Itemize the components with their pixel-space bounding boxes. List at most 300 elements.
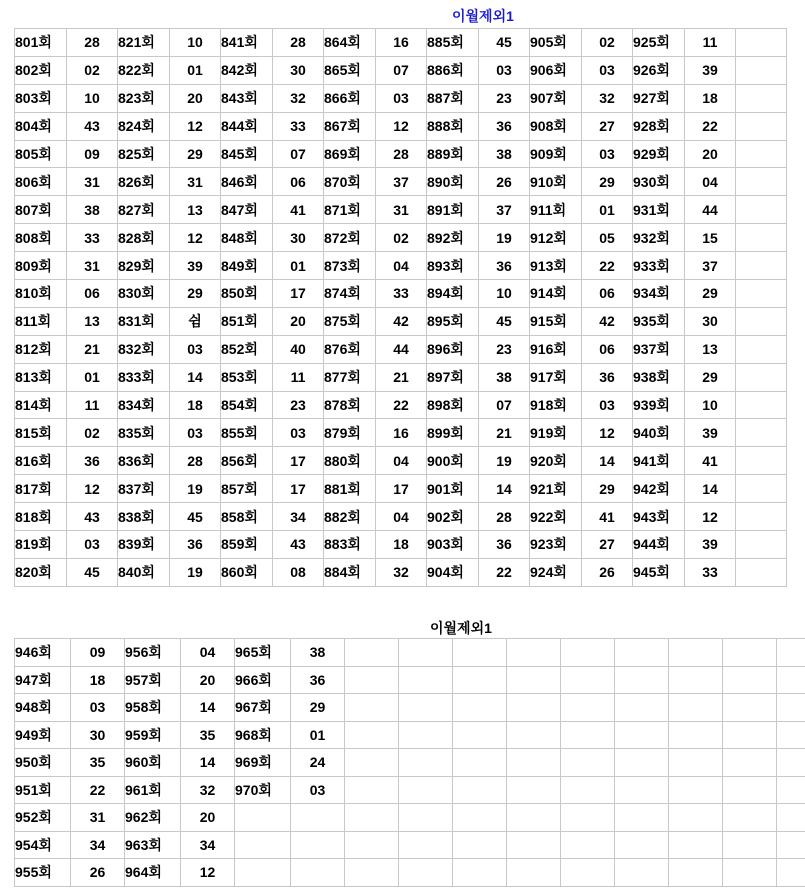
draw-number-cell: 954회: [15, 831, 71, 859]
draw-value-cell: 14: [181, 694, 235, 722]
empty-cell: [507, 831, 561, 859]
empty-cell: [736, 224, 787, 252]
table-title-bottom: 이월제외1: [430, 620, 492, 636]
empty-cell: [399, 694, 453, 722]
draw-value-cell: 37: [685, 252, 736, 280]
empty-cell: [561, 666, 615, 694]
draw-number-cell: 804회: [15, 112, 67, 140]
draw-number-cell: 842회: [221, 56, 273, 84]
draw-value-cell: 37: [376, 168, 427, 196]
draw-value-cell: 21: [376, 363, 427, 391]
empty-cell: [399, 749, 453, 777]
draw-value-cell: 04: [181, 639, 235, 667]
table-row: [15, 140, 787, 168]
table-row: [15, 776, 805, 804]
draw-number-cell: 854회: [221, 391, 273, 419]
draw-number-cell: 820회: [15, 558, 67, 586]
empty-cell: [615, 859, 669, 887]
draw-number-cell: 821회: [118, 29, 170, 57]
draw-number-cell: 914회: [530, 280, 582, 308]
draw-number-cell: 931회: [633, 196, 685, 224]
draw-number-cell: 856회: [221, 447, 273, 475]
draw-number-cell: 882회: [324, 503, 376, 531]
empty-cell: [291, 859, 345, 887]
draw-number-cell: 827회: [118, 196, 170, 224]
empty-cell: [235, 831, 291, 859]
empty-cell: [736, 140, 787, 168]
draw-number-cell: 826회: [118, 168, 170, 196]
draw-value-cell: 19: [170, 558, 221, 586]
empty-cell: [561, 831, 615, 859]
table-row: [15, 224, 787, 252]
draw-number-cell: 839회: [118, 531, 170, 559]
table-row: [15, 252, 787, 280]
draw-number-cell: 934회: [633, 280, 685, 308]
empty-cell: [399, 639, 453, 667]
draw-number-cell: 897회: [427, 363, 479, 391]
draw-value-cell: 07: [479, 391, 530, 419]
draw-value-cell: 32: [582, 84, 633, 112]
draw-number-cell: 822회: [118, 56, 170, 84]
empty-cell: [345, 859, 399, 887]
draw-number-cell: 866회: [324, 84, 376, 112]
empty-cell: [507, 666, 561, 694]
draw-number-cell: 812회: [15, 335, 67, 363]
draw-value-cell: 20: [181, 804, 235, 832]
empty-cell: [615, 639, 669, 667]
draw-value-cell: 43: [67, 503, 118, 531]
draw-number-cell: 880회: [324, 447, 376, 475]
empty-cell: [736, 363, 787, 391]
empty-cell: [561, 749, 615, 777]
draw-number-cell: 829회: [118, 252, 170, 280]
draw-number-cell: 928회: [633, 112, 685, 140]
draw-number-cell: 896회: [427, 335, 479, 363]
draw-value-cell: 23: [479, 335, 530, 363]
draw-number-cell: 876회: [324, 335, 376, 363]
draw-number-cell: 814회: [15, 391, 67, 419]
draw-value-cell: 02: [67, 56, 118, 84]
draw-number-cell: 930회: [633, 168, 685, 196]
draw-number-cell: 803회: [15, 84, 67, 112]
draw-number-cell: 907회: [530, 84, 582, 112]
draw-value-cell: 41: [685, 447, 736, 475]
draw-number-cell: 836회: [118, 447, 170, 475]
draw-number-cell: 900회: [427, 447, 479, 475]
empty-cell: [507, 749, 561, 777]
draw-value-cell: 29: [582, 168, 633, 196]
table-row: [15, 307, 787, 335]
draw-value-cell: 02: [67, 419, 118, 447]
empty-cell: [669, 749, 723, 777]
draw-number-cell: 904회: [427, 558, 479, 586]
draw-value-cell: 12: [685, 503, 736, 531]
table-row: [15, 503, 787, 531]
draw-value-cell: 17: [376, 475, 427, 503]
draw-value-cell: 22: [582, 252, 633, 280]
draw-number-cell: 933회: [633, 252, 685, 280]
empty-cell: [723, 749, 777, 777]
draw-value-cell: 01: [582, 196, 633, 224]
draw-number-cell: 891회: [427, 196, 479, 224]
empty-cell: [723, 721, 777, 749]
draw-number-cell: 853회: [221, 363, 273, 391]
draw-value-cell: 34: [181, 831, 235, 859]
draw-value-cell: 17: [273, 447, 324, 475]
empty-cell: [777, 831, 805, 859]
draw-number-cell: 939회: [633, 391, 685, 419]
table-row: [15, 280, 787, 308]
draw-number-cell: 855회: [221, 419, 273, 447]
draw-number-cell: 929회: [633, 140, 685, 168]
draw-number-cell: 942회: [633, 475, 685, 503]
draw-value-cell: 12: [376, 112, 427, 140]
draw-number-cell: 903회: [427, 531, 479, 559]
draw-value-cell: 45: [479, 29, 530, 57]
empty-cell: [736, 29, 787, 57]
empty-cell: [507, 859, 561, 887]
draw-value-cell: 04: [376, 503, 427, 531]
draw-value-cell: 03: [273, 419, 324, 447]
empty-cell: [669, 804, 723, 832]
draw-number-cell: 941회: [633, 447, 685, 475]
draw-number-cell: 879회: [324, 419, 376, 447]
empty-cell: [507, 804, 561, 832]
table-row: [15, 831, 805, 859]
draw-value-cell: 36: [479, 112, 530, 140]
empty-cell: [723, 831, 777, 859]
draw-value-cell: 03: [479, 56, 530, 84]
draw-value-cell: 41: [273, 196, 324, 224]
draw-number-cell: 892회: [427, 224, 479, 252]
draw-value-cell: 13: [170, 196, 221, 224]
draw-number-cell: 961회: [125, 776, 181, 804]
draw-number-cell: 817회: [15, 475, 67, 503]
draw-number-cell: 955회: [15, 859, 71, 887]
draw-value-cell: 06: [582, 280, 633, 308]
draw-number-cell: 956회: [125, 639, 181, 667]
draw-number-cell: 965회: [235, 639, 291, 667]
empty-cell: [615, 776, 669, 804]
empty-cell: [453, 694, 507, 722]
draw-number-cell: 899회: [427, 419, 479, 447]
draw-number-cell: 870회: [324, 168, 376, 196]
draw-results-table-1: [14, 28, 787, 587]
empty-cell: [453, 831, 507, 859]
draw-number-cell: 919회: [530, 419, 582, 447]
draw-number-cell: 831회: [118, 307, 170, 335]
draw-number-cell: 864회: [324, 29, 376, 57]
empty-cell: [453, 749, 507, 777]
draw-value-cell: 27: [582, 112, 633, 140]
draw-value-cell: 03: [582, 140, 633, 168]
draw-value-cell: 44: [376, 335, 427, 363]
table-row: [15, 721, 805, 749]
draw-value-cell: 04: [376, 252, 427, 280]
draw-number-cell: 889회: [427, 140, 479, 168]
draw-value-cell: 43: [67, 112, 118, 140]
draw-number-cell: 801회: [15, 29, 67, 57]
draw-value-cell: 37: [479, 196, 530, 224]
draw-value-cell: 02: [376, 224, 427, 252]
draw-value-cell: 17: [273, 280, 324, 308]
empty-cell: [561, 859, 615, 887]
draw-number-cell: 885회: [427, 29, 479, 57]
empty-cell: [345, 749, 399, 777]
draw-number-cell: 810회: [15, 280, 67, 308]
empty-cell: [615, 804, 669, 832]
draw-number-cell: 949회: [15, 721, 71, 749]
draw-value-cell: 13: [67, 307, 118, 335]
draw-value-cell: 01: [273, 252, 324, 280]
draw-value-cell: 39: [685, 419, 736, 447]
table-row: [15, 419, 787, 447]
draw-value-cell: 10: [67, 84, 118, 112]
draw-value-cell: 31: [71, 804, 125, 832]
draw-number-cell: 960회: [125, 749, 181, 777]
empty-cell: [507, 721, 561, 749]
draw-value-cell: 17: [273, 475, 324, 503]
draw-number-cell: 958회: [125, 694, 181, 722]
draw-value-cell: 02: [582, 29, 633, 57]
empty-cell: [736, 56, 787, 84]
draw-value-cell: 33: [67, 224, 118, 252]
draw-number-cell: 871회: [324, 196, 376, 224]
draw-number-cell: 916회: [530, 335, 582, 363]
draw-value-cell: 14: [170, 363, 221, 391]
draw-number-cell: 921회: [530, 475, 582, 503]
draw-value-cell: 03: [67, 531, 118, 559]
draw-value-cell: 22: [479, 558, 530, 586]
draw-value-cell: 35: [181, 721, 235, 749]
draw-number-cell: 846회: [221, 168, 273, 196]
draw-value-cell: 40: [273, 335, 324, 363]
table-row: [15, 29, 787, 57]
draw-value-cell: 39: [685, 56, 736, 84]
draw-number-cell: 963회: [125, 831, 181, 859]
draw-value-cell: 03: [376, 84, 427, 112]
empty-cell: [345, 776, 399, 804]
empty-cell: [736, 112, 787, 140]
draw-number-cell: 849회: [221, 252, 273, 280]
draw-number-cell: 917회: [530, 363, 582, 391]
draw-value-cell: 28: [376, 140, 427, 168]
draw-number-cell: 881회: [324, 475, 376, 503]
empty-cell: [777, 721, 805, 749]
draw-number-cell: 952회: [15, 804, 71, 832]
draw-number-cell: 860회: [221, 558, 273, 586]
empty-cell: [507, 776, 561, 804]
draw-value-cell: 39: [685, 531, 736, 559]
table-row: [15, 196, 787, 224]
draw-number-cell: 894회: [427, 280, 479, 308]
draw-value-cell: 36: [582, 363, 633, 391]
empty-cell: [669, 666, 723, 694]
draw-number-cell: 943회: [633, 503, 685, 531]
draw-number-cell: 935회: [633, 307, 685, 335]
empty-cell: [736, 391, 787, 419]
draw-number-cell: 913회: [530, 252, 582, 280]
empty-cell: [736, 280, 787, 308]
draw-value-cell: 21: [479, 419, 530, 447]
empty-cell: [561, 804, 615, 832]
draw-number-cell: 806회: [15, 168, 67, 196]
draw-number-cell: 851회: [221, 307, 273, 335]
empty-cell: [669, 831, 723, 859]
draw-number-cell: 966회: [235, 666, 291, 694]
draw-value-cell: 14: [685, 475, 736, 503]
draw-value-cell: 45: [170, 503, 221, 531]
draw-number-cell: 843회: [221, 84, 273, 112]
empty-cell: [777, 804, 805, 832]
draw-value-cell: 13: [685, 335, 736, 363]
empty-cell: [615, 694, 669, 722]
draw-value-cell: 05: [582, 224, 633, 252]
draw-value-cell: 39: [170, 252, 221, 280]
table-row: [15, 531, 787, 559]
empty-cell: [615, 666, 669, 694]
draw-value-cell: 18: [685, 84, 736, 112]
draw-value-cell: 36: [479, 252, 530, 280]
empty-cell: [399, 804, 453, 832]
table-row: [15, 168, 787, 196]
draw-number-cell: 893회: [427, 252, 479, 280]
empty-cell: [777, 694, 805, 722]
draw-number-cell: 911회: [530, 196, 582, 224]
draw-number-cell: 927회: [633, 84, 685, 112]
draw-value-cell: 03: [582, 391, 633, 419]
draw-value-cell: 29: [170, 140, 221, 168]
draw-number-cell: 837회: [118, 475, 170, 503]
draw-number-cell: 844회: [221, 112, 273, 140]
empty-cell: [345, 831, 399, 859]
empty-cell: [669, 694, 723, 722]
draw-number-cell: 845회: [221, 140, 273, 168]
draw-number-cell: 815회: [15, 419, 67, 447]
draw-value-cell: 23: [273, 391, 324, 419]
draw-value-cell: 29: [685, 280, 736, 308]
empty-cell: [235, 859, 291, 887]
draw-value-cell: 14: [582, 447, 633, 475]
draw-value-cell: 42: [376, 307, 427, 335]
empty-cell: [561, 694, 615, 722]
draw-value-cell: 07: [376, 56, 427, 84]
draw-value-cell: 12: [67, 475, 118, 503]
empty-cell: [723, 859, 777, 887]
empty-cell: [736, 307, 787, 335]
empty-cell: [561, 639, 615, 667]
draw-value-cell: 09: [67, 140, 118, 168]
draw-value-cell: 15: [685, 224, 736, 252]
empty-cell: [453, 639, 507, 667]
table-row: [15, 475, 787, 503]
draw-value-cell: 04: [685, 168, 736, 196]
empty-cell: [507, 694, 561, 722]
draw-number-cell: 808회: [15, 224, 67, 252]
draw-value-cell: 30: [71, 721, 125, 749]
empty-cell: [453, 804, 507, 832]
draw-number-cell: 875회: [324, 307, 376, 335]
empty-cell: [723, 804, 777, 832]
draw-value-cell: 12: [170, 224, 221, 252]
draw-number-cell: 878회: [324, 391, 376, 419]
draw-number-cell: 809회: [15, 252, 67, 280]
draw-number-cell: 859회: [221, 531, 273, 559]
draw-value-cell: 22: [685, 112, 736, 140]
draw-number-cell: 884회: [324, 558, 376, 586]
draw-number-cell: 813회: [15, 363, 67, 391]
draw-number-cell: 932회: [633, 224, 685, 252]
draw-value-cell: 31: [67, 252, 118, 280]
draw-number-cell: 915회: [530, 307, 582, 335]
draw-number-cell: 924회: [530, 558, 582, 586]
empty-cell: [399, 721, 453, 749]
draw-value-cell: 19: [479, 224, 530, 252]
empty-cell: [736, 84, 787, 112]
draw-number-cell: 802회: [15, 56, 67, 84]
draw-number-cell: 835회: [118, 419, 170, 447]
draw-number-cell: 877회: [324, 363, 376, 391]
draw-value-cell: 06: [582, 335, 633, 363]
draw-number-cell: 838회: [118, 503, 170, 531]
table-row: [15, 447, 787, 475]
draw-number-cell: 848회: [221, 224, 273, 252]
draw-value-cell: 20: [170, 84, 221, 112]
empty-cell: [777, 749, 805, 777]
draw-value-cell: 28: [479, 503, 530, 531]
draw-number-cell: 869회: [324, 140, 376, 168]
draw-number-cell: 940회: [633, 419, 685, 447]
draw-value-cell: 36: [479, 531, 530, 559]
table-row: [15, 558, 787, 586]
draw-number-cell: 818회: [15, 503, 67, 531]
draw-value-cell: 23: [479, 84, 530, 112]
draw-value-cell: 33: [376, 280, 427, 308]
draw-number-cell: 910회: [530, 168, 582, 196]
draw-value-cell: 34: [273, 503, 324, 531]
draw-value-cell: 30: [273, 56, 324, 84]
draw-value-cell: 31: [376, 196, 427, 224]
draw-value-cell: 19: [479, 447, 530, 475]
draw-number-cell: 950회: [15, 749, 71, 777]
empty-cell: [736, 475, 787, 503]
draw-value-cell: 33: [685, 558, 736, 586]
draw-value-cell: 43: [273, 531, 324, 559]
draw-value-cell: 18: [376, 531, 427, 559]
draw-number-cell: 811회: [15, 307, 67, 335]
empty-cell: [736, 252, 787, 280]
empty-cell: [723, 694, 777, 722]
empty-cell: [736, 168, 787, 196]
empty-cell: [235, 804, 291, 832]
draw-number-cell: 832회: [118, 335, 170, 363]
draw-value-cell: 03: [170, 335, 221, 363]
draw-value-cell: 29: [291, 694, 345, 722]
empty-cell: [615, 831, 669, 859]
draw-number-cell: 872회: [324, 224, 376, 252]
draw-value-cell: 21: [67, 335, 118, 363]
draw-value-cell: 11: [273, 363, 324, 391]
draw-value-cell: 27: [582, 531, 633, 559]
empty-cell: [453, 721, 507, 749]
table-row: [15, 56, 787, 84]
draw-number-cell: 970회: [235, 776, 291, 804]
draw-value-cell: 04: [376, 447, 427, 475]
draw-number-cell: 873회: [324, 252, 376, 280]
draw-value-cell: 32: [376, 558, 427, 586]
draw-value-cell: 18: [71, 666, 125, 694]
draw-number-cell: 858회: [221, 503, 273, 531]
